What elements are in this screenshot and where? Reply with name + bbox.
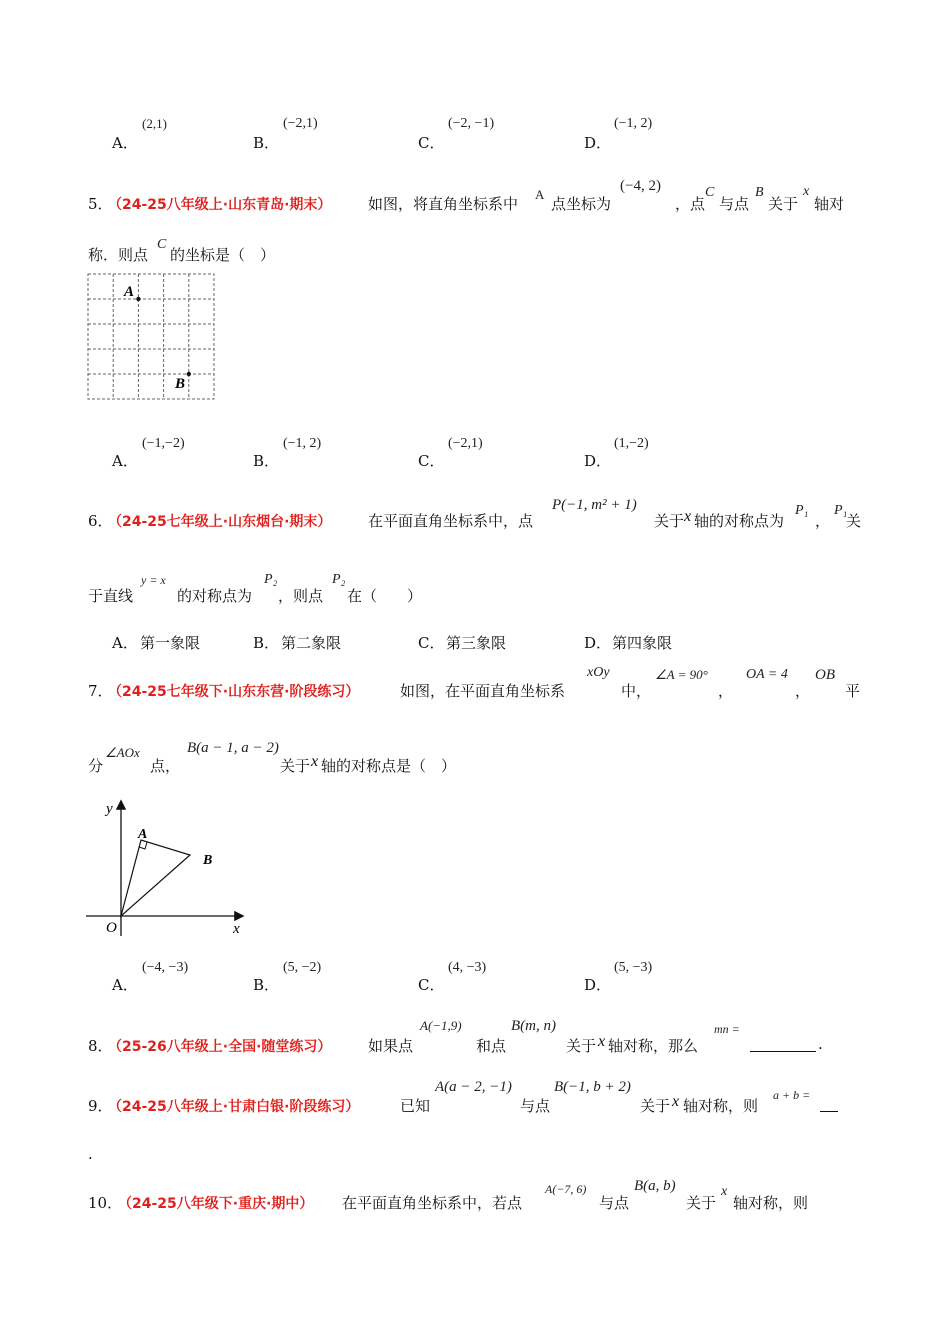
q5-figure-label-a: A	[124, 284, 135, 300]
q9-point-b: B(−1, b + 2)	[554, 1079, 631, 1095]
q7-coordinate-figure	[84, 796, 250, 938]
q6-option-c-label: C．	[418, 634, 445, 652]
q7-oa: OA = 4	[746, 667, 788, 682]
q8-point-a: A(−1,9)	[420, 1018, 462, 1033]
q9-x: x	[672, 1093, 680, 1110]
q10-source: （24-25八年级下·重庆·期中）	[118, 1196, 314, 1212]
q9-sum: a + b =	[773, 1088, 811, 1102]
q4-option-a-label: A．	[112, 134, 138, 152]
q7-figure-a: A	[138, 827, 148, 842]
q5-point-c: C	[705, 185, 715, 200]
q5-text-5: 关于	[768, 195, 799, 213]
q8-text-1: 如果点	[368, 1037, 414, 1055]
q6-option-b-value: 第二象限	[281, 634, 342, 652]
q5-x: x	[803, 184, 810, 199]
q6-option-c-value: 第三象限	[446, 634, 507, 652]
q5-source: （24-25八年级上·山东青岛·期末）	[108, 197, 332, 213]
q10-point-a: A(−7, 6)	[545, 1182, 587, 1196]
q7-line2-b: 点，	[150, 757, 181, 775]
q7-figure-o: O	[106, 920, 117, 936]
q5-point-b-dot	[187, 372, 191, 376]
q5-point-a-dot	[136, 297, 140, 301]
q10-text-4: 轴对称，则	[733, 1194, 809, 1212]
q6-line2-a: 于直线	[88, 587, 134, 605]
q6-option-d-label: D．	[584, 634, 612, 652]
q4-option-b-label: B．	[253, 134, 280, 152]
q7-text-1: 如图，在平面直角坐标系	[400, 682, 566, 700]
q5-text-1: 如图，将直角坐标系中	[368, 195, 519, 213]
q6-text-2: 关于	[654, 512, 685, 530]
q6-text-3: 轴的对称点为	[694, 512, 785, 530]
q5-grid-figure	[86, 272, 218, 402]
q6-number: 6．	[88, 512, 113, 530]
q8-point-b: B(m, n)	[511, 1018, 556, 1034]
q10-point-b: B(a, b)	[634, 1178, 676, 1194]
q10-text-2: 与点	[599, 1194, 630, 1212]
q8-text-4: 轴对称，那么	[608, 1037, 699, 1055]
q6-text-1: 在平面直角坐标系中，点	[368, 512, 534, 530]
q7-option-d-label: D．	[584, 976, 612, 994]
q7-line2-d: 轴的对称点是（ ）	[321, 757, 457, 775]
q5-option-b-label: B．	[253, 452, 280, 470]
q6-source: （24-25七年级上·山东烟台·期末）	[108, 514, 332, 530]
q9-dot: .	[88, 1145, 93, 1163]
q7-number: 7．	[88, 682, 113, 700]
q6-p2-b: P₂	[332, 572, 346, 587]
q10-number: 10．	[88, 1194, 123, 1212]
q5-point-b: B	[755, 185, 764, 200]
q6-option-a-label: A．	[112, 634, 138, 652]
q8-end: .	[818, 1035, 823, 1053]
q6-line-yx: y = x	[141, 573, 166, 587]
q7-option-c-value: (4, −3)	[448, 960, 487, 975]
q6-p1: P₁	[795, 503, 809, 518]
q4-option-d-value: (−1, 2)	[614, 116, 653, 131]
q5-line2-b: 的坐标是（ ）	[170, 246, 276, 264]
q9-text-1: 已知	[400, 1097, 431, 1115]
q4-option-c-label: C．	[418, 134, 445, 152]
q5-option-a-value: (−1,−2)	[142, 436, 185, 451]
q7-option-b-label: B．	[253, 976, 280, 994]
q7-figure-y: y	[106, 801, 113, 817]
q5-text-3: ，点	[675, 195, 706, 213]
q6-text-4: ，	[815, 512, 831, 530]
q7-x: x	[311, 753, 319, 770]
q7-comma-2: ，	[795, 682, 811, 700]
q9-number: 9．	[88, 1097, 113, 1115]
q7-point-b: B(a − 1, a − 2)	[187, 740, 279, 756]
q5-option-c-label: C．	[418, 452, 445, 470]
q5-option-c-value: (−2,1)	[448, 436, 483, 451]
q5-coord: (−4, 2)	[620, 178, 661, 194]
q6-option-a-value: 第一象限	[140, 634, 201, 652]
q7-text-3: 平	[845, 682, 861, 700]
q5-point-a: A	[535, 187, 545, 202]
q7-figure-b: B	[203, 853, 213, 868]
q5-text-2: 点坐标为	[551, 195, 612, 213]
q7-line2-c: 关于	[280, 757, 311, 775]
q5-point-c-2: C	[157, 237, 167, 252]
q6-line2-b: 的对称点为	[177, 587, 253, 605]
q6-text-5: 关	[846, 512, 862, 530]
q6-p1-b: P₁	[834, 503, 848, 518]
q7-ob: OB	[815, 667, 835, 683]
q7-option-a-label: A．	[112, 976, 138, 994]
q8-mn: mn =	[714, 1022, 740, 1036]
q5-option-a-label: A．	[112, 452, 138, 470]
q10-text-1: 在平面直角坐标系中，若点	[342, 1194, 523, 1212]
q6-line2-c: ，则点	[278, 587, 324, 605]
q5-text-6: 轴对	[814, 195, 845, 213]
q4-option-b-value: (−2,1)	[283, 116, 318, 131]
q9-text-2: 与点	[520, 1097, 551, 1115]
q7-line2-a: 分	[88, 757, 104, 775]
q9-source: （24-25八年级上·甘肃白银·阶段练习）	[108, 1099, 360, 1115]
q6-p2: P₂	[264, 572, 278, 587]
q8-answer-blank[interactable]	[750, 1035, 816, 1052]
q7-option-b-value: (5, −2)	[283, 960, 322, 975]
q4-option-a-value: (2,1)	[142, 116, 167, 131]
q7-option-a-value: (−4, −3)	[142, 960, 189, 975]
q9-answer-blank[interactable]	[820, 1095, 838, 1112]
q6-option-d-value: 第四象限	[612, 634, 673, 652]
q7-xoy: xOy	[587, 665, 610, 680]
q7-figure-x: x	[233, 921, 240, 937]
q6-point-p: P(−1, m² + 1)	[552, 497, 637, 513]
q9-text-4: 轴对称，则	[683, 1097, 759, 1115]
q5-line2-a: 称．则点	[88, 246, 149, 264]
q8-number: 8．	[88, 1037, 113, 1055]
q6-x: x	[684, 508, 692, 525]
q7-option-c-label: C．	[418, 976, 445, 994]
q5-option-b-value: (−1, 2)	[283, 436, 322, 451]
q5-figure-label-b: B	[175, 376, 186, 392]
q4-option-c-value: (−2, −1)	[448, 116, 495, 131]
q6-option-b-label: B．	[253, 634, 280, 652]
q10-x: x	[721, 1184, 728, 1199]
q5-number: 5．	[88, 195, 113, 213]
q7-comma-1: ，	[718, 682, 734, 700]
q9-point-a: A(a − 2, −1)	[435, 1079, 512, 1095]
q4-option-d-label: D．	[584, 134, 612, 152]
q7-source: （24-25七年级下·山东东营·阶段练习）	[108, 684, 360, 700]
q9-text-3: 关于	[640, 1097, 671, 1115]
q5-grid-lines	[88, 274, 214, 399]
q7-text-2: 中，	[621, 682, 652, 700]
q7-option-d-value: (5, −3)	[614, 960, 653, 975]
q5-option-d-label: D．	[584, 452, 612, 470]
q5-text-4: 与点	[719, 195, 750, 213]
q8-source: （25-26八年级上·全国·随堂练习）	[108, 1039, 332, 1055]
q6-line2-d: 在（ ）	[347, 587, 423, 605]
q8-text-3: 关于	[566, 1037, 597, 1055]
q8-text-2: 和点	[476, 1037, 507, 1055]
q5-option-d-value: (1,−2)	[614, 436, 649, 451]
q8-x: x	[598, 1033, 606, 1050]
q7-angle-aox: ∠AOx	[105, 745, 140, 760]
q7-angle-a: ∠A = 90°	[655, 667, 708, 682]
q7-triangle	[121, 840, 190, 916]
q10-text-3: 关于	[686, 1194, 717, 1212]
